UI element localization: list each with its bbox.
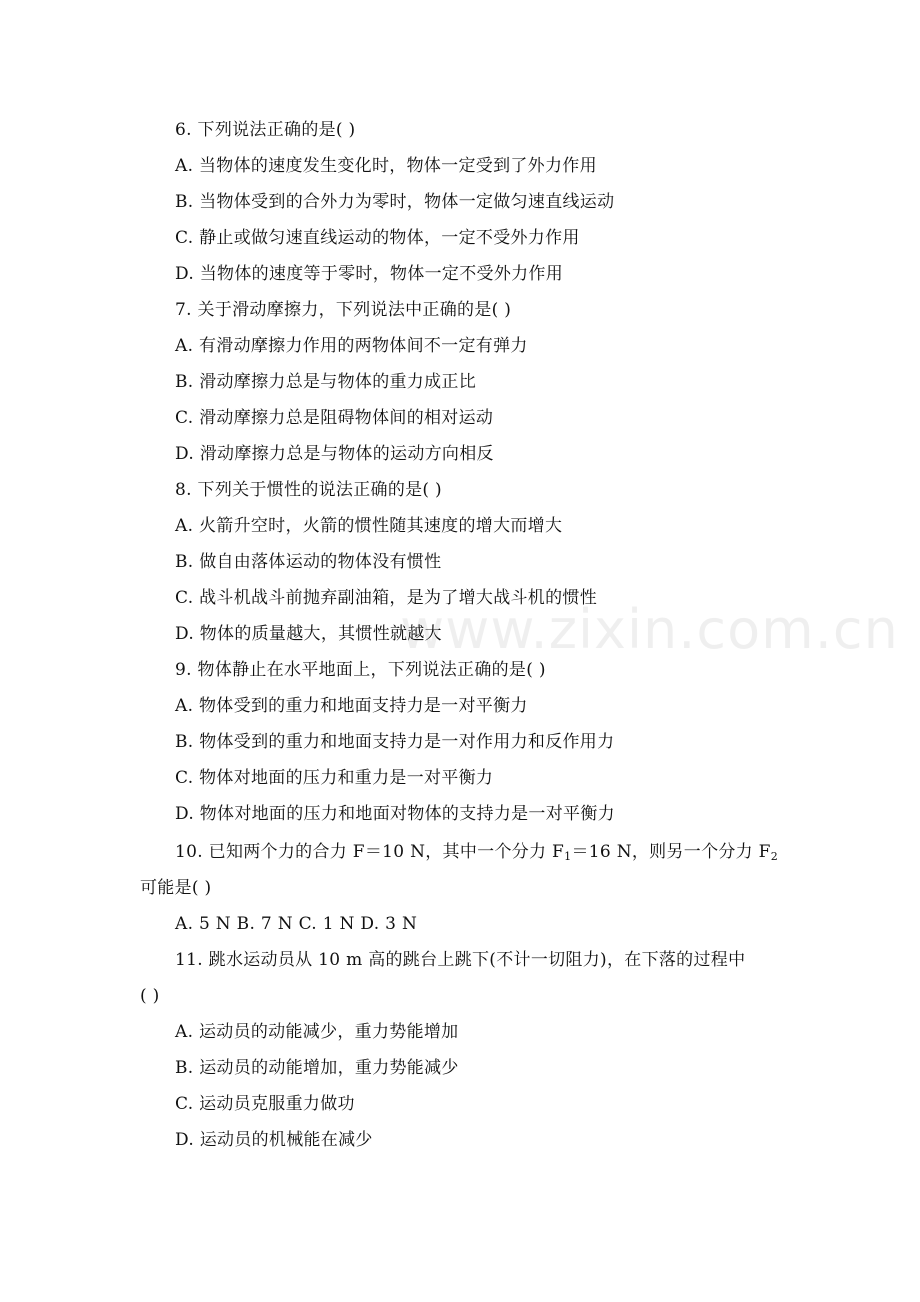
question-10-stem-continuation: 可能是( ) xyxy=(140,878,212,898)
question-6-option-d: D. 当物体的速度等于零时，物体一定不受外力作用 xyxy=(175,264,564,284)
question-7-option-b: B. 滑动摩擦力总是与物体的重力成正比 xyxy=(175,372,476,392)
question-7-option-d: D. 滑动摩擦力总是与物体的运动方向相反 xyxy=(175,444,494,464)
question-9-option-b: B. 物体受到的重力和地面支持力是一对作用力和反作用力 xyxy=(175,732,615,752)
question-7-stem: 7. 关于滑动摩擦力，下列说法中正确的是( ) xyxy=(175,300,512,320)
question-10-stem xyxy=(175,840,778,864)
question-9-option-d: D. 物体对地面的压力和地面对物体的支持力是一对平衡力 xyxy=(175,804,615,824)
question-8-option-a: A. 火箭升空时，火箭的惯性随其速度的增大而增大 xyxy=(175,516,563,536)
question-8-stem: 8. 下列关于惯性的说法正确的是( ) xyxy=(175,480,442,500)
question-6-option-c: C. 静止或做匀速直线运动的物体，一定不受外力作用 xyxy=(175,228,580,248)
question-11-option-a: A. 运动员的动能减少，重力势能增加 xyxy=(175,1022,459,1042)
question-7-option-c: C. 滑动摩擦力总是阻碍物体间的相对运动 xyxy=(175,408,494,428)
question-11-option-c: C. 运动员克服重力做功 xyxy=(175,1094,355,1114)
question-11-option-b: B. 运动员的动能增加，重力势能减少 xyxy=(175,1058,459,1078)
subscript-2: 2 xyxy=(770,850,779,863)
question-11-stem-continuation: ( ) xyxy=(140,986,160,1006)
question-9-stem: 9. 物体静止在水平地面上，下列说法正确的是( ) xyxy=(175,660,546,680)
question-10-options: A. 5 N B. 7 N C. 1 N D. 3 N xyxy=(175,914,418,934)
question-6-option-a: A. 当物体的速度发生变化时，物体一定受到了外力作用 xyxy=(175,156,597,176)
question-7-option-a: A. 有滑动摩擦力作用的两物体间不一定有弹力 xyxy=(175,336,528,356)
question-6-option-b: B. 当物体受到的合外力为零时，物体一定做匀速直线运动 xyxy=(175,192,615,212)
question-8-option-b: B. 做自由落体运动的物体没有惯性 xyxy=(175,552,442,572)
question-10-stem-part2: ＝16 N，则另一个分力 F xyxy=(571,842,771,862)
question-9-option-a: A. 物体受到的重力和地面支持力是一对平衡力 xyxy=(175,696,528,716)
question-8-option-c: C. 战斗机战斗前抛弃副油箱，是为了增大战斗机的惯性 xyxy=(175,588,598,608)
watermark: www.zixin.com.cn xyxy=(400,598,899,661)
question-11-stem: 11. 跳水运动员从 10 m 高的跳台上跳下(不计一切阻力)，在下落的过程中 xyxy=(175,950,746,970)
subscript-1: 1 xyxy=(564,850,572,863)
question-10-stem-part1: 10. 已知两个力的合力 F＝10 N，其中一个分力 F xyxy=(175,842,565,862)
question-6-stem: 6. 下列说法正确的是( ) xyxy=(175,120,356,140)
question-11-option-d: D. 运动员的机械能在减少 xyxy=(175,1130,373,1150)
question-8-option-d: D. 物体的质量越大，其惯性就越大 xyxy=(175,624,442,644)
question-9-option-c: C. 物体对地面的压力和重力是一对平衡力 xyxy=(175,768,494,788)
